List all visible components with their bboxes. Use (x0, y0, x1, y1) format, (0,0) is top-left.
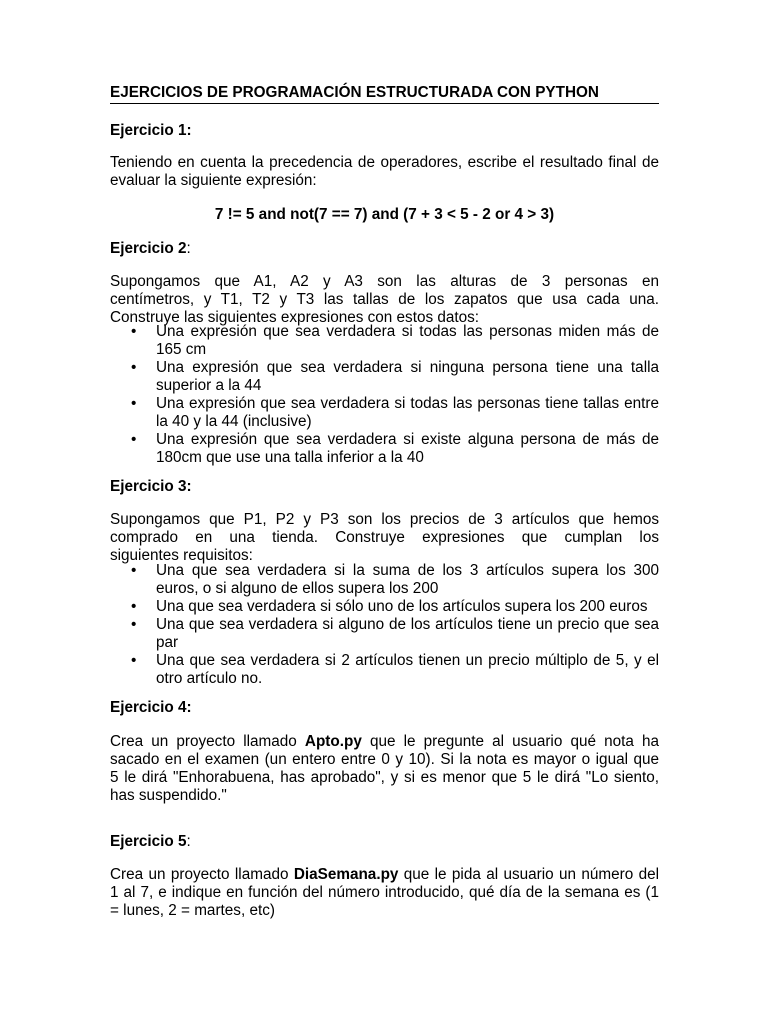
bullet-icon: • (131, 395, 137, 412)
exercise-3-list (110, 562, 659, 688)
exercise-5-heading-text: Ejercicio 5 (110, 833, 187, 850)
exercise-1-expression: 7 != 5 and not(7 == 7) and (7 + 3 < 5 - 2 or 4 > 3) (214, 206, 555, 223)
exercise-4-statement (110, 733, 659, 805)
exercise-5-line-2: 1 al 7, e indique en función del número introducido, qué día de la semana es (1 (110, 884, 659, 901)
list-item: • Una expresión que sea verdadera si todas las personas tiene tallas entre la 40 y la 44 (inclusive) (131, 395, 659, 430)
list-item: • Una expresión que sea verdadera si existe alguna persona de más de 180cm que use una talla inferior a la 40 (131, 431, 659, 466)
file-name-diasemana: DiaSemana.py (293, 866, 399, 883)
bullet-icon: • (131, 616, 137, 633)
file-name-apto: Apto.py (304, 733, 362, 750)
exercise-1-line-1: Teniendo en cuenta la precedencia de operadores, escribe el resultado final de (110, 154, 659, 171)
bullet-icon: • (131, 562, 137, 579)
exercise-2-heading (110, 240, 191, 258)
exercise-3-line-3: siguientes requisitos: (110, 547, 253, 564)
bullet-icon: • (131, 323, 137, 340)
bullet-icon: • (131, 652, 137, 669)
exercise-5-heading-colon: : (186, 833, 191, 850)
exercise-1-statement (110, 154, 659, 190)
exercise-3-statement (110, 511, 659, 565)
bullet-icon: • (131, 598, 137, 615)
exercise-5-line-1: Crea un proyecto llamado DiaSemana.py que le pida al usuario un número del (110, 866, 659, 883)
exercise-3-line-2: comprado en una tienda. Construye expresiones que cumplan los (110, 529, 659, 546)
list-item: • Una que sea verdadera si alguno de los artículos tiene un precio que sea par (131, 616, 659, 651)
exercise-3-line-1: Supongamos que P1, P2 y P3 son los precios de 3 artículos que hemos (110, 511, 659, 528)
exercise-2-statement (110, 273, 659, 327)
list-item: • Una que sea verdadera si 2 artículos tienen un precio múltiplo de 5, y el otro artículo no. (131, 652, 659, 687)
bullet-icon: • (131, 431, 137, 448)
exercise-4-line-4: has suspendido." (110, 787, 227, 804)
exercise-3-heading: Ejercicio 3: (110, 478, 192, 495)
list-item: • Una expresión que sea verdadera si ninguna persona tiene una talla superior a la 44 (131, 359, 659, 394)
exercise-1-line-2: evaluar la siguiente expresión: (110, 172, 317, 189)
exercise-4-heading: Ejercicio 4: (110, 699, 192, 716)
exercise-1-heading: Ejercicio 1: (110, 122, 192, 139)
exercise-4-line-1: Crea un proyecto llamado Apto.py que le pregunte al usuario qué nota ha (110, 733, 660, 750)
list-item: • Una que sea verdadera si sólo uno de los artículos supera los 200 euros (131, 598, 648, 615)
exercise-4-line-2: sacado en el examen (un entero entre 0 y 10). Si la nota es mayor o igual que (110, 751, 659, 768)
bullet-icon: • (131, 359, 137, 376)
exercise-2-line-1: Supongamos que A1, A2 y A3 son las alturas de 3 personas en (110, 273, 659, 290)
exercise-5-line-3: = lunes, 2 = martes, etc) (110, 902, 275, 919)
exercise-2-line-2: centímetros, y T1, T2 y T3 las tallas de los zapatos que usa cada una. (110, 291, 659, 308)
document-title: EJERCICIOS DE PROGRAMACIÓN ESTRUCTURADA CON PYTHON (110, 84, 659, 104)
list-item: • Una que sea verdadera si la suma de los 3 artículos supera los 300 euros, o si alguno de ellos supera los 200 (131, 562, 659, 597)
list-item: • Una expresión que sea verdadera si todas las personas miden más de 165 cm (131, 323, 659, 358)
exercise-2-heading-text: Ejercicio 2 (110, 240, 187, 257)
exercise-2-heading-colon: : (186, 240, 191, 257)
exercise-4-line-3: 5 le dirá "Enhorabuena, has aprobado", y si es menor que 5 le dirá "Lo siento, (110, 769, 659, 786)
exercise-2-list (110, 323, 659, 467)
exercise-5-statement (110, 866, 659, 920)
exercise-2-line-3: Construye las siguientes expresiones con estos datos: (110, 309, 480, 326)
exercise-5-heading (110, 833, 191, 851)
